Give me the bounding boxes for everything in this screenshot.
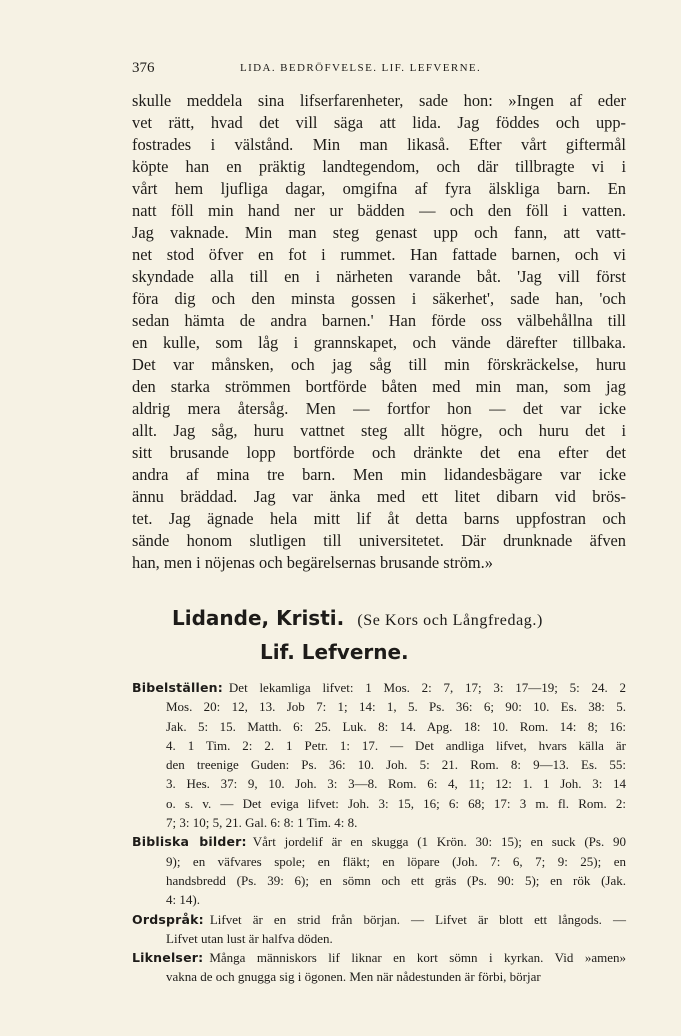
body-line: skyndade alla till en i närheten varande båt. 'Jag vill först bbox=[132, 267, 626, 286]
body-paragraph bbox=[132, 90, 626, 574]
body-line: den starka strömmen bortförde båten med min man, som jag bbox=[132, 377, 626, 396]
entry-text: Många människors lif liknar en kort sömn i kyrkan. Vid »amen» bbox=[209, 950, 626, 966]
entry-text: Lifvet utan lust är halfva döden. bbox=[166, 930, 333, 946]
body-line: en kulle, som låg i grannskapet, och vände därefter tillbaka. bbox=[132, 333, 626, 352]
entry-text: 4. 1 Tim. 2: 2. 1 Petr. 1: 17. — Det andliga lifvet, hvars källa är bbox=[166, 737, 626, 753]
body-line: sedan hämta de andra barnen.' Han förde oss välbehållna till bbox=[132, 311, 626, 330]
entry-text: Det lekamliga lifvet: 1 Mos. 2: 7, 17; 3: 17—19; 5: 24. 2 bbox=[228, 680, 626, 695]
entry-text: 3. Hes. 37: 9, 10. Joh. 3: 3—8. Rom. 6: 4, 11; 12: 1. 1 Joh. 3: 14 bbox=[166, 776, 626, 792]
body-line: tet. Jag ägnade hela mitt lif åt detta barns uppfostran och bbox=[132, 509, 626, 528]
body-line: net stod öfver en fot i rummet. Han fattade barnen, och vi bbox=[132, 245, 626, 264]
entry-line bbox=[132, 871, 626, 890]
entry-text: vakna de och gnugga sig i ögonen. Men när nådestunden är förbi, börjar bbox=[166, 969, 541, 985]
body-line: köpte han en präktig landtegendom, och där tillbragte vi i bbox=[132, 157, 626, 176]
page-header bbox=[132, 60, 624, 80]
page-number: 376 bbox=[132, 60, 155, 76]
entry-text: Lifvet är en strid från början. — Lifvet är blott ett långods. — bbox=[209, 911, 626, 927]
entry-text: Mos. 20: 12, 13. Job 7: 1; 14: 1, 5. Ps. 36: 6; 90: 10. Es. 38: 5. bbox=[166, 699, 626, 715]
body-line: föra dig och den minsta gossen i säkerhet', sade han, 'och bbox=[132, 289, 626, 308]
entry-text: o. s. v. — Det eviga lifvet: Joh. 3: 15, 16; 6: 68; 17: 3 m. fl. Rom. 2: bbox=[166, 795, 626, 811]
entry-text: Vårt jordelif är en skugga (1 Krön. 30: 15); en suck (Ps. 90 bbox=[252, 834, 626, 850]
body-line: vet rätt, hvad det vill säga att lida. Jag föddes och upp- bbox=[132, 113, 626, 132]
body-line: skulle meddela sina lifserfarenheter, sade hon: »Ingen af eder bbox=[132, 91, 626, 110]
body-line: Det var månsken, och jag såg till min förskräckelse, huru bbox=[132, 355, 626, 374]
entry-text: 9); en väfvares spole; en fläkt; en löpare (Joh. 7: 6, 7; 9: 25); en bbox=[166, 853, 626, 869]
entry-line bbox=[132, 852, 626, 871]
body-line: han, men i nöjenas och begärelsernas brusande ström.» bbox=[132, 553, 493, 572]
entry-line bbox=[132, 794, 626, 813]
body-line: sitt brusande lopp bortförde och dränkte det ena efter det bbox=[132, 443, 626, 462]
body-line: andra af mina tre barn. Men min lidandesbägare var icke bbox=[132, 465, 626, 484]
body-line: vårt hem ljufliga dagar, omgifna af fyra älskliga barn. En bbox=[132, 179, 626, 198]
entry-label: Liknelser: bbox=[132, 950, 204, 966]
entry-line bbox=[132, 755, 626, 774]
entry-text: Jak. 5: 15. Matth. 6: 25. Luk. 8: 14. Apg. 18: 10. Rom. 14: 8; 16: bbox=[166, 718, 626, 734]
entry-label: Bibelställen: bbox=[132, 680, 223, 695]
entry-line bbox=[132, 697, 626, 716]
section-heading-lidande: Lidande, Kristi. bbox=[172, 606, 345, 630]
entry-text: den treenige Guden: Ps. 36: 10. Joh. 5: 21. Rom. 8: 9—13. Es. 55: bbox=[166, 757, 626, 773]
body-line: Jag vaknade. Min man steg genast upp och fann, att vatt- bbox=[132, 223, 626, 242]
section-title-line-2 bbox=[172, 640, 632, 674]
entry-line bbox=[132, 832, 626, 851]
section-title-line-1 bbox=[172, 606, 632, 640]
entry-line bbox=[132, 736, 626, 755]
entry-line bbox=[132, 910, 626, 929]
entry-text: 4: 14). bbox=[166, 892, 200, 908]
entry-label: Ordspråk: bbox=[132, 911, 204, 927]
entry-line bbox=[132, 948, 626, 967]
entry-line bbox=[132, 929, 626, 948]
section-title bbox=[172, 606, 632, 674]
body-line: natt föll min hand ner ur bädden — och den föll i vatten. bbox=[132, 201, 626, 220]
entry-text: handsbredd (Ps. 39: 6); en sömn och ett gräs (Ps. 90: 5); en rök (Jak. bbox=[166, 872, 626, 888]
entry-label: Bibliska bilder: bbox=[132, 834, 247, 850]
entry-line bbox=[132, 774, 626, 793]
entry-text: 7; 3: 10; 5, 21. Gal. 6: 8: 1 Tim. 4: 8. bbox=[166, 815, 358, 831]
running-head: LIDA. BEDRÖFVELSE. LIF. LEFVERNE. bbox=[240, 62, 482, 74]
body-line: ännu bräddad. Jag var änka med ett litet dibarn vid brös- bbox=[132, 487, 626, 506]
body-line: sände honom slutligen till universitetet. Där drunknade äfven bbox=[132, 531, 626, 550]
section-heading-lif: Lif. Lefverne. bbox=[260, 640, 409, 664]
cross-reference-note: (Se Kors och Långfredag.) bbox=[357, 612, 543, 629]
body-line: fostrades i välstånd. Min man likaså. Efter vårt giftermål bbox=[132, 135, 626, 154]
body-line: allt. Jag såg, huru vattnet steg allt högre, och huru det i bbox=[132, 421, 626, 440]
entry-line bbox=[132, 717, 626, 736]
body-line: aldrig mera återsåg. Men — fortfor hon — det var icke bbox=[132, 399, 626, 418]
entry-line bbox=[132, 967, 626, 986]
entry-line bbox=[132, 678, 626, 697]
entry-line bbox=[132, 813, 626, 832]
entry-line bbox=[132, 890, 626, 909]
entry-list bbox=[132, 678, 626, 987]
